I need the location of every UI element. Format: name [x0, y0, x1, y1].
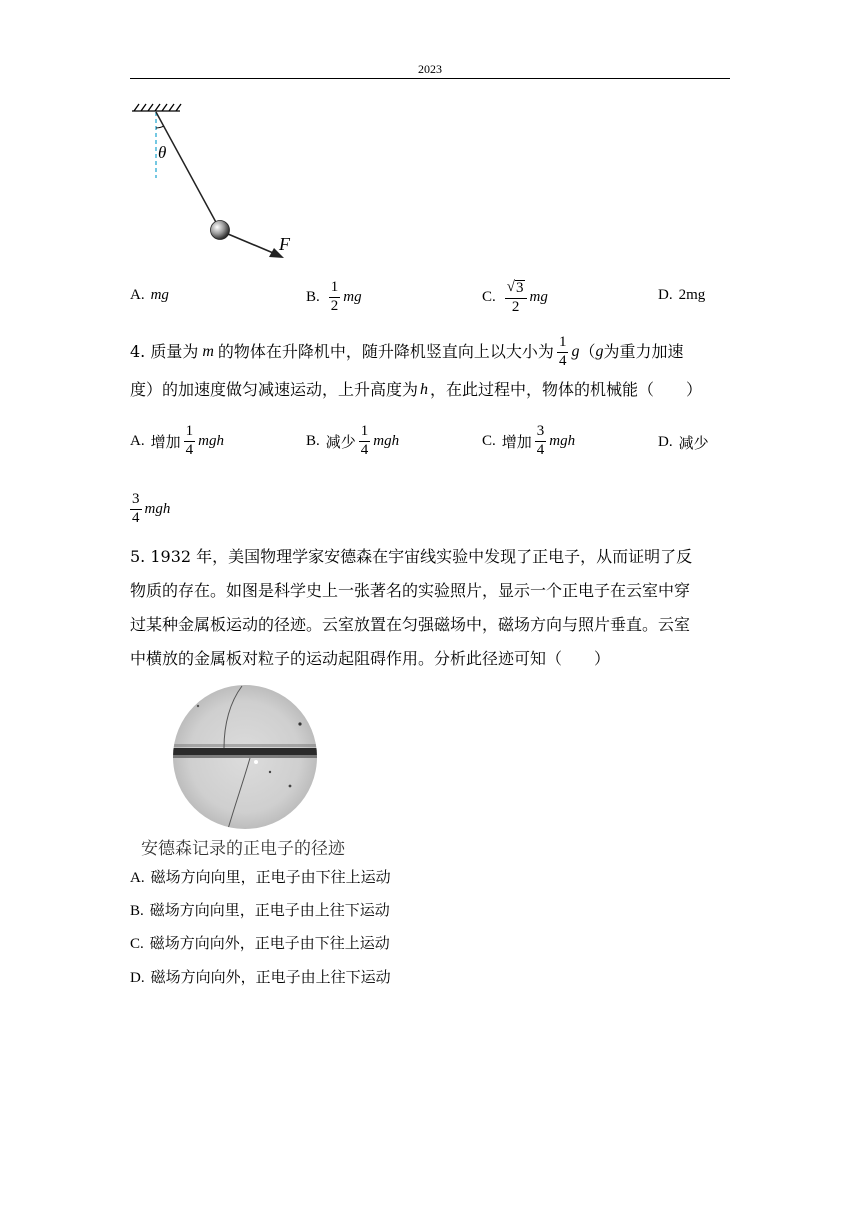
option-text: 磁场方向向外，正电子由下往上运动 [149, 934, 390, 952]
text: （ [579, 342, 596, 361]
q5-line-2: 物质的存在。如图是科学史上一张著名的实验照片，显示一个正电子在云室中穿 [130, 581, 691, 600]
q4-stem [130, 335, 730, 407]
q4-option-b[interactable] [306, 424, 399, 459]
option-expression: mgh [144, 500, 171, 517]
sqrt-numerator: √ 3 [505, 280, 527, 299]
option-letter: A. [130, 432, 145, 449]
pendulum-ball [211, 221, 230, 240]
text: 的物体在升降机中，随升降机竖直向上以大小为 [217, 342, 554, 361]
theta-label: θ [158, 143, 167, 162]
pendulum-figure [128, 102, 308, 267]
option-letter: A. [130, 287, 145, 303]
q5-option-d[interactable] [130, 966, 391, 987]
option-text: 磁场方向向外，正电子由上往下运动 [150, 968, 391, 986]
option-letter: D. [130, 970, 145, 986]
fraction-one-half [329, 280, 341, 315]
metal-plate [172, 748, 318, 755]
option-letter: B. [306, 432, 320, 449]
page-header-year: 2023 [418, 62, 442, 76]
force-label: F [279, 234, 290, 254]
q4-options [130, 424, 750, 464]
q5-stem [130, 540, 730, 676]
radicand: 3 [516, 280, 524, 296]
q4-option-d[interactable] [658, 432, 709, 453]
fraction-denominator: 4 [536, 441, 545, 458]
option-word: 减少 [678, 434, 709, 452]
q4-line-1 [130, 335, 730, 369]
fraction-numerator: 1 [329, 280, 341, 298]
option-word: 减少 [325, 432, 356, 451]
var-g: g [571, 343, 580, 360]
var-h: h [420, 381, 429, 398]
q5-option-b[interactable] [130, 899, 390, 920]
cloud-chamber-photo [172, 684, 318, 830]
option-expression: mgh [549, 432, 576, 449]
option-expression: mgh [373, 432, 400, 449]
angle-arc [156, 126, 164, 128]
fraction-numerator: 1 [359, 424, 371, 442]
option-text: 磁场方向向里，正电子由下往上运动 [150, 868, 391, 886]
fraction-numerator: 3 [130, 492, 142, 510]
fraction-denominator: 2 [330, 297, 339, 314]
option-expression: mg [529, 289, 548, 306]
q3-option-d[interactable] [658, 287, 705, 304]
q4-option-d-value[interactable] [130, 492, 170, 527]
option-letter: B. [130, 903, 144, 919]
fraction-root3-over-2 [505, 280, 527, 316]
header-rule [130, 78, 730, 79]
option-letter: C. [482, 432, 496, 449]
force-arrow-shaft [228, 234, 278, 255]
q4-option-d-continued [130, 492, 750, 532]
option-letter: A. [130, 870, 145, 886]
q3-option-c[interactable] [482, 280, 548, 316]
fraction-numerator: 1 [184, 424, 196, 442]
q5-option-c[interactable] [130, 932, 390, 953]
text: 度）的加速度做匀减速运动，上升高度为 [130, 380, 419, 399]
q4-line-2 [130, 373, 730, 407]
q3-options [130, 280, 750, 316]
option-text: 磁场方向向里，正电子由上往下运动 [149, 901, 390, 919]
option-letter: D. [658, 287, 673, 303]
fraction-one-quarter [557, 335, 569, 370]
option-word: 增加 [150, 432, 181, 451]
option-letter: B. [306, 288, 320, 305]
q3-option-b[interactable] [306, 280, 362, 315]
fraction-denominator: 4 [185, 441, 194, 458]
q5-line-4: 中横放的金属板对粒子的运动起阻碍作用。分析此径迹可知（ ） [130, 649, 611, 668]
q3-option-a[interactable] [130, 287, 169, 304]
ceiling-hatch [132, 104, 181, 111]
option-letter: D. [658, 434, 673, 450]
fraction-denominator: 4 [558, 352, 567, 369]
q5-line-3: 过某种金属板运动的径迹。云室放置在匀强磁场中，磁场方向与照片垂直。云室 [130, 615, 691, 634]
text: ，在此过程中，物体的机械能（ ） [430, 380, 703, 399]
pendulum-string [156, 112, 218, 226]
fraction [535, 424, 547, 459]
option-expression: mg [343, 288, 362, 305]
option-word: 增加 [501, 432, 532, 451]
option-expression: mg [150, 287, 169, 303]
q4-option-c[interactable] [482, 424, 575, 459]
option-text: 2mg [678, 287, 706, 303]
fraction-numerator: 1 [557, 335, 569, 353]
text: 为重力加速 [603, 342, 684, 361]
photo-caption: 安德森记录的正电子的径迹 [141, 839, 345, 859]
text: 4. 质量为 [130, 342, 199, 361]
option-letter: C. [130, 936, 144, 952]
var-m: m [202, 343, 214, 360]
option-letter: C. [482, 289, 496, 306]
var-g: g [595, 343, 604, 360]
fraction-numerator: 3 [535, 424, 547, 442]
fraction [130, 492, 142, 527]
fraction-denominator: 4 [132, 509, 140, 526]
fraction-denominator: 2 [511, 298, 520, 315]
option-expression: mgh [198, 432, 224, 449]
q5-line-1: 5. 1932 年，美国物理学家安德森在宇宙线实验中发现了正电子，从而证明了反 [130, 547, 693, 566]
fraction [184, 424, 196, 459]
q5-option-a[interactable] [130, 866, 391, 887]
q4-option-a[interactable] [130, 424, 224, 459]
fraction [359, 424, 371, 459]
fraction-denominator: 4 [360, 441, 369, 458]
